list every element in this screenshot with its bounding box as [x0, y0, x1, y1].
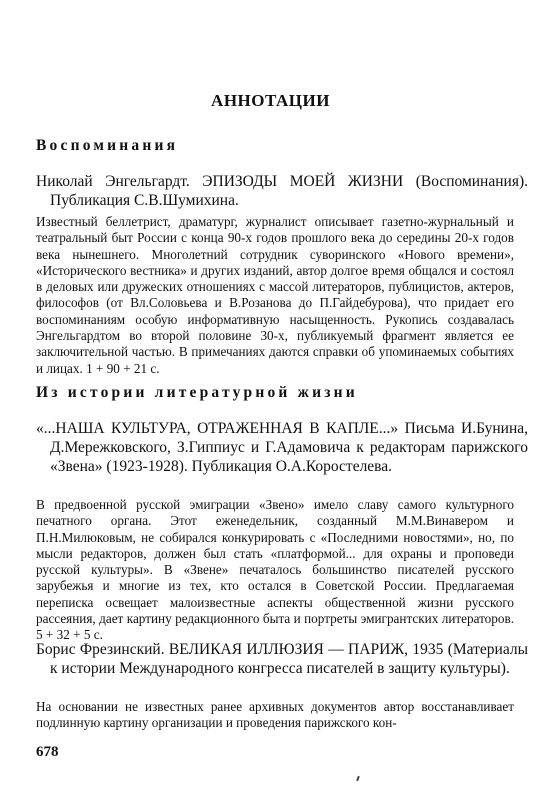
- entry-heading-zveno-letters: «...НАША КУЛЬТУРА, ОТРАЖЕННАЯ В КАПЛЕ...» Письма И.Бунина, Д.Мережковского, З.Гиппиус и Г.Адамовича к редакторам парижского «Звена» (1923-1928). Публикация О.А.Коростелева.: [36, 420, 528, 475]
- section-heading-literary-history: Из истории литературной жизни: [36, 384, 358, 401]
- page-number: 678: [36, 744, 59, 760]
- print-speck: [356, 776, 360, 781]
- entry-abstract-zveno-letters: В предвоенной русской эмиграции «Звено» имело славу самого культурного печатного органа. Этот еженедельник, созданный М.М.Винавером и П.Н.Милюковым, не собирался конкурировать с «Последними новостями», но, по мысли редакторов, должен был стать «платформой... для охраны и проповеди русской культуры». В «Звене» печаталось большинство писателей русского зарубежья и многие из тех, кто остался в Советской России. Предлагаемая переписка освещает малоизвестные аспекты общественной жизни русского рассеяния, дает картину редакционного быта и портреты эмигрантских литераторов. 5 + 32 + 5 с.: [36, 497, 514, 643]
- page-title: АННОТАЦИИ: [211, 91, 330, 110]
- entry-heading-frezinsky: Борис Фрезинский. ВЕЛИКАЯ ИЛЛЮЗИЯ — ПАРИЖ, 1935 (Материалы к истории Международного конгресса писателей в защиту культуры).: [36, 641, 528, 677]
- entry-abstract-engelgardt: Известный беллетрист, драматург, журналист описывает газетно-журнальный и театральный быт России с конца 90-х годов прошлого века до середины 20-х годов века нынешнего. Многолетний сотрудник суворинского «Нового времени», «Исторического вестника» и других изданий, автор долгое время общался и состоял в деловых или дружеских отношениях с массой литераторов, публицистов, актеров, философов (от Вл.Соловьева и В.Розанова до П.Гайдебурова), что придает его воспоминаниям особую информативную насыщенность. Рукопись создавалась Энгельгардтом во второй половине 30-х, публикуемый фрагмент является ее заключительной частью. В примечаниях даются справки об упоминаемых событиях и лицах. 1 + 90 + 21 с.: [36, 214, 514, 376]
- section-heading-memoirs: Воспоминания: [36, 137, 179, 154]
- entry-abstract-frezinsky: На основании не известных ранее архивных документов автор восстанавливает подлинную картину организации и проведения парижского кон-: [36, 699, 514, 731]
- entry-heading-engelgardt: Николай Энгельгардт. ЭПИЗОДЫ МОЕЙ ЖИЗНИ (Воспоминания). Публикация С.В.Шумихина.: [36, 173, 528, 209]
